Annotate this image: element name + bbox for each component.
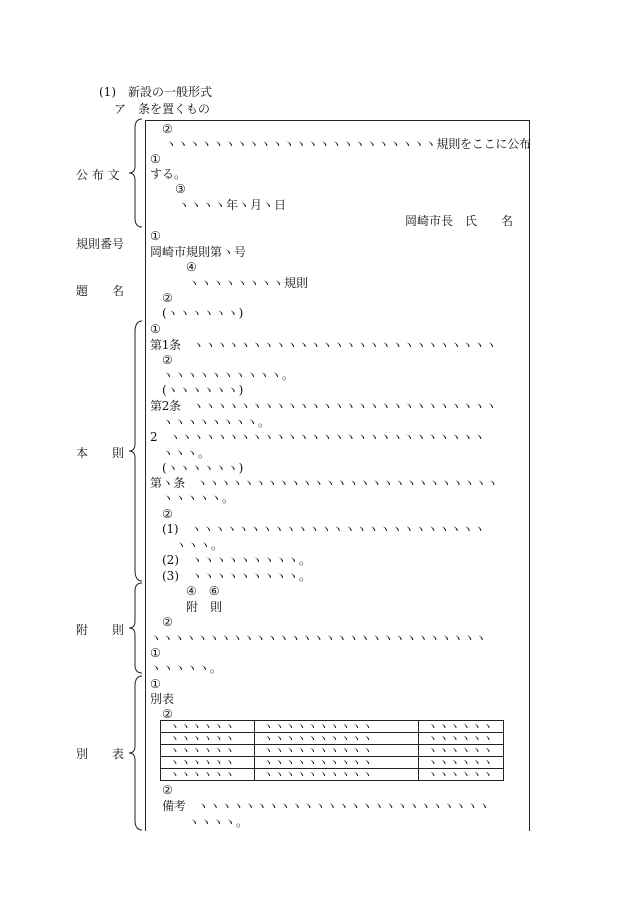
text-line: (ヽヽヽヽヽヽ) bbox=[162, 383, 244, 397]
mark: ① bbox=[150, 152, 161, 166]
mark: ② bbox=[162, 291, 173, 305]
table-row bbox=[161, 757, 504, 769]
article-line: 第2条 ヽヽヽヽヽヽヽヽヽヽヽヽヽヽヽヽヽヽヽヽヽヽヽヽヽヽ bbox=[150, 399, 497, 413]
mark: ② bbox=[162, 783, 173, 797]
table-cell: ヽヽヽヽヽヽ bbox=[161, 721, 255, 733]
table-cell: ヽヽヽヽヽヽヽヽヽヽ bbox=[254, 733, 418, 745]
subsection-heading: ア 条を置くもの bbox=[114, 102, 211, 116]
table-cell: ヽヽヽヽヽヽヽヽヽヽ bbox=[254, 721, 418, 733]
label-honsoku: 本 則 bbox=[76, 446, 125, 460]
mark: ② bbox=[162, 707, 173, 721]
table-cell: ヽヽヽヽヽヽ bbox=[161, 733, 255, 745]
label-koufubun: 公 布 文 bbox=[76, 168, 120, 182]
frame-left-line bbox=[145, 120, 146, 831]
table-cell: ヽヽヽヽヽヽヽヽヽヽ bbox=[254, 745, 418, 757]
text-line: ヽヽヽヽヽヽヽヽヽヽヽヽヽヽヽヽヽヽヽヽヽヽヽヽヽヽヽヽヽ bbox=[150, 631, 487, 645]
text-line: ヽヽヽヽヽヽヽヽヽヽヽヽヽヽヽヽヽヽヽヽヽヽヽ規則をここに公布 bbox=[165, 137, 531, 151]
table-cell: ヽヽヽヽヽヽ bbox=[419, 757, 504, 769]
text-line: ヽヽヽ。 bbox=[175, 538, 224, 552]
text-line: ヽヽヽヽヽヽヽヽ。 bbox=[162, 415, 271, 429]
frame-top-line bbox=[145, 120, 530, 121]
fusoku-heading: 附 則 bbox=[186, 600, 223, 614]
table-cell: ヽヽヽヽヽヽ bbox=[419, 745, 504, 757]
remarks-line: 備考 ヽヽヽヽヽヽヽヽヽヽヽヽヽヽヽヽヽヽヽヽヽヽヽヽヽ bbox=[162, 799, 490, 813]
mark: ① bbox=[150, 677, 161, 691]
text-line: ヽヽヽヽヽヽヽヽヽヽ。 bbox=[162, 368, 295, 382]
brace-koufubun bbox=[128, 118, 144, 228]
table-row bbox=[161, 769, 504, 781]
article-line: 第1条 ヽヽヽヽヽヽヽヽヽヽヽヽヽヽヽヽヽヽヽヽヽヽヽヽヽヽ bbox=[150, 338, 497, 352]
item-line: (2) ヽヽヽヽヽヽヽヽヽ。 bbox=[162, 553, 311, 567]
brace-fusoku bbox=[128, 582, 144, 674]
table-row bbox=[161, 721, 504, 733]
section-heading: (1) 新設の一般形式 bbox=[99, 85, 212, 99]
text-line: ヽヽヽヽ。 bbox=[188, 815, 249, 829]
mark: ② bbox=[162, 353, 173, 367]
table-cell: ヽヽヽヽヽヽ bbox=[161, 769, 255, 781]
table-cell: ヽヽヽヽヽヽ bbox=[419, 733, 504, 745]
item-line: (1) ヽヽヽヽヽヽヽヽヽヽヽヽヽヽヽヽヽヽヽヽヽヽヽヽヽ bbox=[162, 522, 486, 536]
table-row bbox=[161, 733, 504, 745]
mark: ④ ⑥ bbox=[186, 584, 220, 598]
text-line: (ヽヽヽヽヽヽ) bbox=[162, 461, 244, 475]
label-daimei: 題 名 bbox=[76, 284, 125, 298]
table-row bbox=[161, 745, 504, 757]
brace-beppyou bbox=[128, 675, 144, 831]
rule-title: ヽヽヽヽヽヽヽヽ規則 bbox=[188, 276, 309, 290]
table-cell: ヽヽヽヽヽヽヽヽヽヽ bbox=[254, 769, 418, 781]
mark: ① bbox=[150, 646, 161, 660]
table-cell: ヽヽヽヽヽヽ bbox=[419, 769, 504, 781]
paragraph-line: 2 ヽヽヽヽヽヽヽヽヽヽヽヽヽヽヽヽヽヽヽヽヽヽヽヽヽヽヽ bbox=[150, 430, 485, 444]
signature-line: 岡崎市長 氏 名 bbox=[405, 214, 514, 228]
rule-number: 岡崎市規則第ヽ号 bbox=[150, 245, 247, 259]
item-line: (3) ヽヽヽヽヽヽヽヽヽ。 bbox=[162, 569, 311, 583]
mark: ④ bbox=[186, 260, 197, 274]
table-cell: ヽヽヽヽヽヽ bbox=[161, 745, 255, 757]
mark: ② bbox=[162, 507, 173, 521]
mark: ② bbox=[162, 122, 173, 136]
text-line: する。 bbox=[150, 167, 187, 181]
brace-honsoku bbox=[128, 320, 144, 582]
date-line: ヽヽヽヽ年ヽ月ヽ日 bbox=[178, 198, 287, 212]
label-beppyou: 別 表 bbox=[76, 747, 125, 761]
table-cell: ヽヽヽヽヽヽ bbox=[419, 721, 504, 733]
mark: ③ bbox=[175, 182, 186, 196]
appendix-table bbox=[160, 720, 504, 781]
table-cell: ヽヽヽヽヽヽヽヽヽヽ bbox=[254, 757, 418, 769]
label-fusoku: 附 則 bbox=[76, 623, 125, 637]
text-line: ヽヽヽヽヽ。 bbox=[162, 491, 235, 505]
mark: ① bbox=[150, 229, 161, 243]
text-line: ヽヽヽ。 bbox=[162, 446, 211, 460]
article-line: 第ヽ条 ヽヽヽヽヽヽヽヽヽヽヽヽヽヽヽヽヽヽヽヽヽヽヽヽヽヽ bbox=[150, 476, 499, 490]
mark: ② bbox=[162, 615, 173, 629]
text-line: ヽヽヽヽヽ。 bbox=[150, 661, 223, 675]
frame-right-line bbox=[529, 120, 530, 831]
text-line: (ヽヽヽヽヽヽ) bbox=[162, 306, 244, 320]
mark: ① bbox=[150, 322, 161, 336]
label-kisoku-bangou: 規則番号 bbox=[76, 237, 125, 251]
beppyou-heading: 別表 bbox=[150, 692, 175, 706]
table-cell: ヽヽヽヽヽヽ bbox=[161, 757, 255, 769]
